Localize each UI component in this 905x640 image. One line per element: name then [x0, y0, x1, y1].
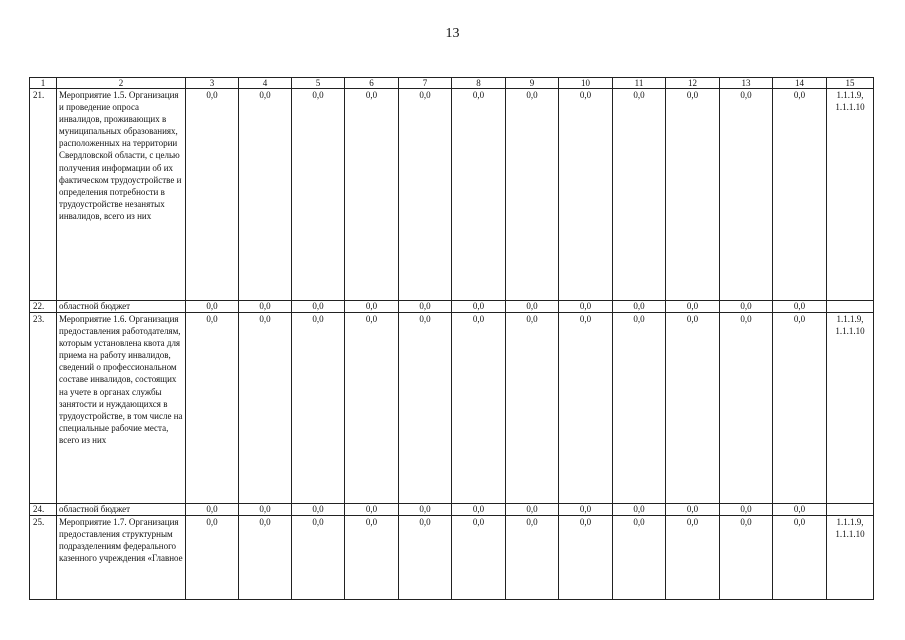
- row-value: 0,0: [399, 301, 452, 313]
- row-value: 0,0: [720, 516, 773, 600]
- column-header: 5: [292, 78, 345, 89]
- row-value: 0,0: [239, 301, 292, 313]
- row-value: 0,0: [399, 504, 452, 516]
- row-value: 0,0: [345, 504, 399, 516]
- row-value: 0,0: [666, 313, 720, 504]
- column-header: 14: [773, 78, 827, 89]
- row-name: Мероприятие 1.7. Организация предоставления структурным подразделениям федерального казенного учреждения «Главное: [57, 516, 186, 600]
- row-value: 0,0: [239, 89, 292, 301]
- column-header: 13: [720, 78, 773, 89]
- table-row: [30, 89, 874, 301]
- row-value: 0,0: [773, 301, 827, 313]
- row-value: 0,0: [399, 516, 452, 600]
- table-body: [30, 78, 874, 600]
- row-name: Мероприятие 1.6. Организация предоставления работодателям, которым установлена квота для приема на работу инвалидов, сведений о профессиональном составе инвалидов, состоящих на учете в органах службы занятости и нуждающихся в трудоустройстве, в том числе на специальные рабочие места, всего из них: [57, 313, 186, 504]
- row-value: 0,0: [613, 504, 666, 516]
- row-value: 0,0: [559, 504, 613, 516]
- row-value: 0,0: [720, 89, 773, 301]
- column-header: 15: [827, 78, 874, 89]
- row-value: 0,0: [613, 313, 666, 504]
- row-target-ref: 1.1.1.9, 1.1.1.10: [827, 89, 874, 301]
- row-number: 22.: [30, 301, 57, 313]
- row-value: 0,0: [506, 301, 559, 313]
- column-header: 7: [399, 78, 452, 89]
- row-value: 0,0: [613, 516, 666, 600]
- column-header: 12: [666, 78, 720, 89]
- row-value: 0,0: [613, 301, 666, 313]
- row-number: 25.: [30, 516, 57, 600]
- row-value: 0,0: [773, 89, 827, 301]
- row-value: 0,0: [773, 516, 827, 600]
- row-value: 0,0: [506, 313, 559, 504]
- row-value: 0,0: [666, 89, 720, 301]
- row-number: 23.: [30, 313, 57, 504]
- row-value: 0,0: [292, 301, 345, 313]
- row-value: 0,0: [720, 313, 773, 504]
- column-header: 4: [239, 78, 292, 89]
- column-header: 10: [559, 78, 613, 89]
- column-header: 9: [506, 78, 559, 89]
- column-header: 1: [30, 78, 57, 89]
- row-value: 0,0: [186, 301, 239, 313]
- row-value: 0,0: [720, 301, 773, 313]
- row-value: 0,0: [559, 301, 613, 313]
- row-value: 0,0: [506, 516, 559, 600]
- row-number: 21.: [30, 89, 57, 301]
- table-row: [30, 516, 874, 600]
- row-value: 0,0: [345, 89, 399, 301]
- row-value: 0,0: [452, 313, 506, 504]
- row-value: 0,0: [559, 89, 613, 301]
- row-value: 0,0: [452, 89, 506, 301]
- row-value: 0,0: [773, 313, 827, 504]
- row-value: 0,0: [292, 516, 345, 600]
- row-value: 0,0: [239, 516, 292, 600]
- row-target-ref: [827, 301, 874, 313]
- row-value: 0,0: [559, 516, 613, 600]
- row-value: 0,0: [345, 313, 399, 504]
- row-value: 0,0: [345, 516, 399, 600]
- row-value: 0,0: [452, 516, 506, 600]
- column-header: 11: [613, 78, 666, 89]
- row-value: 0,0: [186, 313, 239, 504]
- row-value: 0,0: [666, 504, 720, 516]
- row-value: 0,0: [186, 504, 239, 516]
- table-row: [30, 504, 874, 516]
- row-value: 0,0: [292, 313, 345, 504]
- row-value: 0,0: [666, 516, 720, 600]
- row-number: 24.: [30, 504, 57, 516]
- row-value: 0,0: [345, 301, 399, 313]
- row-value: 0,0: [239, 504, 292, 516]
- row-value: 0,0: [559, 313, 613, 504]
- row-value: 0,0: [186, 516, 239, 600]
- row-value: 0,0: [292, 89, 345, 301]
- row-name: областной бюджет: [57, 504, 186, 516]
- page-number: 13: [445, 26, 460, 41]
- table-row: [30, 313, 874, 504]
- column-header-row: [30, 78, 874, 89]
- row-value: 0,0: [452, 301, 506, 313]
- row-value: 0,0: [666, 301, 720, 313]
- row-target-ref: 1.1.1.9, 1.1.1.10: [827, 516, 874, 600]
- row-value: 0,0: [506, 89, 559, 301]
- row-name: Мероприятие 1.5. Организация и проведение опроса инвалидов, проживающих в муниципальных образованиях, расположенных на территории Свердловской области, с целью получения информации об их фактическом трудоустройстве и определения потребности в трудоустройстве незанятых инвалидов, всего из них: [57, 89, 186, 301]
- row-value: 0,0: [186, 89, 239, 301]
- row-value: 0,0: [773, 504, 827, 516]
- row-value: 0,0: [399, 89, 452, 301]
- column-header: 3: [186, 78, 239, 89]
- row-value: 0,0: [506, 504, 559, 516]
- row-value: 0,0: [720, 504, 773, 516]
- row-name: областной бюджет: [57, 301, 186, 313]
- program-table: [29, 77, 874, 600]
- row-target-ref: [827, 504, 874, 516]
- row-value: 0,0: [239, 313, 292, 504]
- row-value: 0,0: [452, 504, 506, 516]
- row-value: 0,0: [399, 313, 452, 504]
- table-row: [30, 301, 874, 313]
- column-header: 6: [345, 78, 399, 89]
- column-header: 8: [452, 78, 506, 89]
- row-value: 0,0: [613, 89, 666, 301]
- row-target-ref: 1.1.1.9, 1.1.1.10: [827, 313, 874, 504]
- row-value: 0,0: [292, 504, 345, 516]
- column-header: 2: [57, 78, 186, 89]
